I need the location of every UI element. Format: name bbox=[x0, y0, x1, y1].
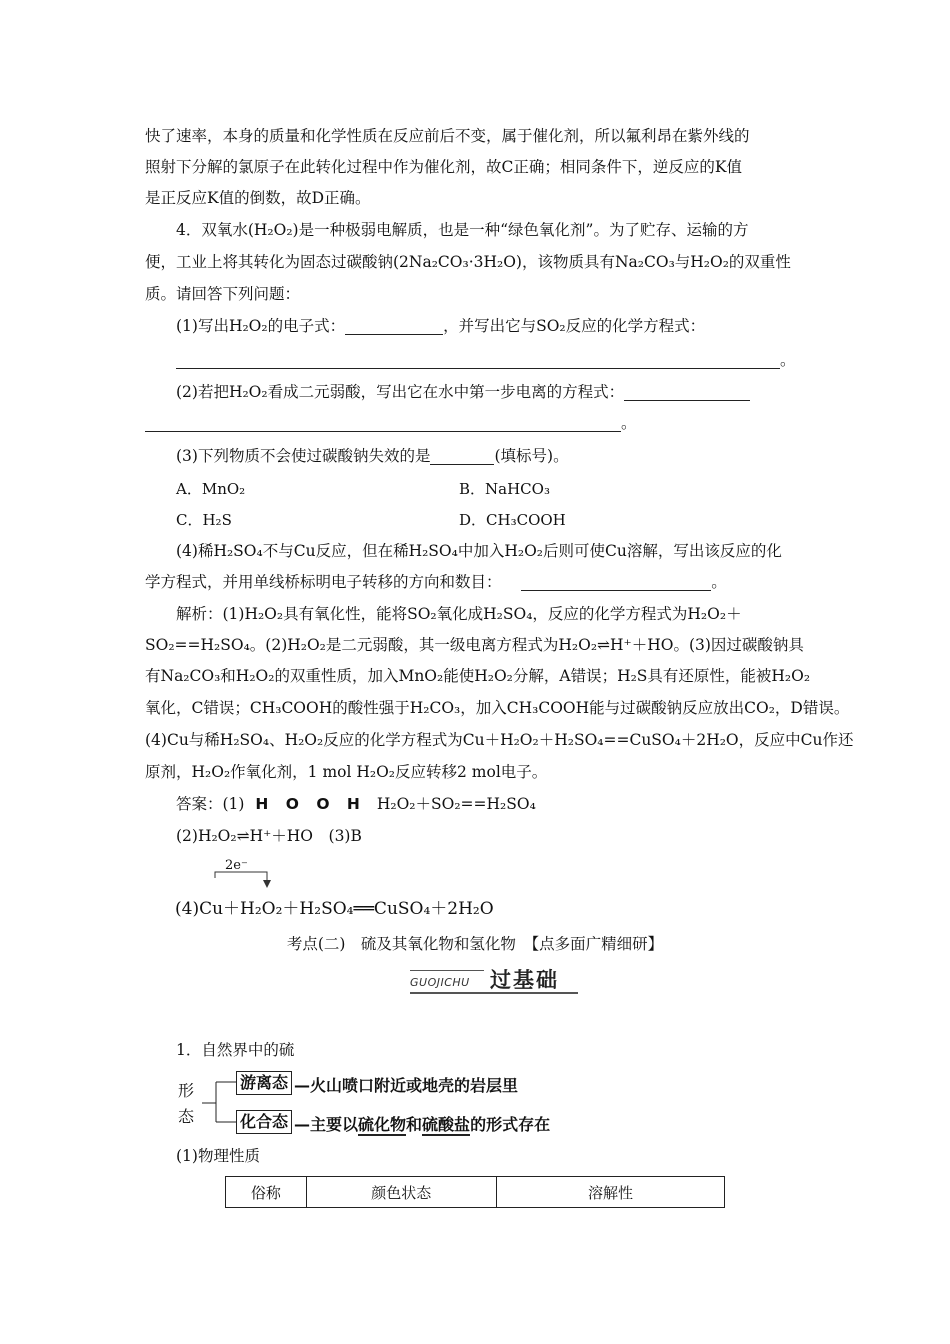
analysis-line: 有Na₂CO₃和H₂O₂的双重性质，加入MnO₂能使H₂O₂分解，A错误；H₂S具有还原性，能被H₂O₂ bbox=[145, 667, 811, 685]
combined-state-desc: —主要以硫化物和硫酸盐的形式存在 bbox=[294, 1115, 551, 1134]
banner-pinyin: GUOJICHU bbox=[410, 976, 470, 989]
section-heading: 考点(二) 硫及其氧化物和氢化物 【点多面广精细研】 bbox=[286, 935, 664, 953]
sulfur-forms-diagram bbox=[178, 1070, 628, 1136]
sub-question-3-text-b: (填标号)。 bbox=[494, 447, 569, 465]
answer-blank-line bbox=[145, 413, 637, 433]
equation-4: (4)Cu＋H₂O₂＋H₂SO₄══CuSO₄＋2H₂O bbox=[175, 899, 494, 919]
sub-question-2-text: (2)若把H₂O₂看成二元弱酸，写出它在水中第一步电离的方程式： bbox=[176, 383, 625, 401]
sub-question-4 bbox=[145, 572, 727, 592]
form-label: 形 bbox=[178, 1081, 195, 1100]
period: 。 bbox=[621, 414, 637, 432]
item-heading: 1．自然界中的硫 bbox=[176, 1041, 295, 1059]
answer-line: (2)H₂O₂⇌H⁺＋HO (3)B bbox=[176, 827, 362, 845]
analysis-line: 原剂，H₂O₂作氧化剂，1 mol H₂O₂反应转移2 mol电子。 bbox=[145, 763, 548, 781]
physical-properties-table bbox=[225, 1176, 725, 1208]
free-state-desc: —火山喷口附近或地壳的岩层里 bbox=[294, 1076, 519, 1095]
question-4-intro: 便，工业上将其转化为固态过碳酸钠(2Na₂CO₃·3H₂O)，该物质具有Na₂CO₃与H₂O₂的双重性 bbox=[145, 253, 791, 271]
sub-question-2 bbox=[176, 382, 750, 402]
option-c[interactable]: C．H₂S bbox=[176, 511, 232, 529]
paragraph-line: 照射下分解的氯原子在此转化过程中作为催化剂，故C正确；相同条件下，逆反应的K值 bbox=[145, 158, 742, 176]
electron-formula: H O O H bbox=[255, 795, 366, 813]
question-4-intro: 4．双氧水(H₂O₂)是一种极弱电解质，也是一种“绿色氧化剂”。为了贮存、运输的方 bbox=[176, 221, 749, 239]
answer-blank[interactable] bbox=[624, 386, 750, 401]
sub-question-1-text: (1)写出H₂O₂的电子式： bbox=[176, 317, 346, 335]
sub-question-4-text: 学方程式，并用单线桥标明电子转移的方向和数目： bbox=[145, 573, 502, 591]
electron-count: 2e⁻ bbox=[225, 858, 248, 873]
answer-blank[interactable] bbox=[145, 417, 621, 432]
answer-label: 答案：(1) bbox=[176, 795, 245, 813]
sub-question-3 bbox=[176, 446, 569, 466]
sub-question-1-text-b: ，并写出它与SO₂反应的化学方程式： bbox=[443, 317, 706, 335]
period: 。 bbox=[780, 351, 796, 369]
option-a[interactable]: A．MnO₂ bbox=[176, 480, 246, 498]
answer-line bbox=[176, 794, 536, 814]
answer-blank[interactable] bbox=[345, 320, 443, 335]
physical-properties-heading: (1)物理性质 bbox=[176, 1147, 260, 1165]
sulfate-underlined: 硫酸盐 bbox=[422, 1115, 471, 1134]
analysis-line: 氧化，C错误；CH₃COOH的酸性强于H₂CO₃，加入CH₃COOH能与过碳酸钠反应放出CO₂，D错误。 bbox=[145, 699, 850, 717]
table-header: 溶解性 bbox=[496, 1177, 724, 1208]
answer-equation: H₂O₂＋SO₂==H₂SO₄ bbox=[376, 795, 536, 813]
option-d[interactable]: D．CH₃COOH bbox=[459, 511, 566, 529]
answer-blank-line bbox=[176, 350, 796, 370]
analysis-line: SO₂==H₂SO₄。(2)H₂O₂是二元弱酸，其一级电离方程式为H₂O₂⇌H⁺＋HO。(3)因过碳酸钠具 bbox=[145, 636, 804, 654]
analysis-line: 解析：(1)H₂O₂具有氧化性，能将SO₂氧化成H₂SO₄，反应的化学方程式为H₂O₂＋ bbox=[176, 605, 742, 623]
paragraph-line: 是正反应K值的倒数，故D正确。 bbox=[145, 189, 371, 207]
answer-blank[interactable] bbox=[430, 450, 494, 465]
paragraph-line: 快了速率，本身的质量和化学性质在反应前后不变，属于催化剂，所以氟利昂在紫外线的 bbox=[145, 127, 750, 145]
sub-question-3-text: (3)下列物质不会使过碳酸钠失效的是 bbox=[176, 447, 431, 465]
sub-question-1 bbox=[176, 316, 705, 336]
single-bridge-equation bbox=[175, 858, 505, 918]
free-state-box: 游离态 bbox=[236, 1071, 292, 1095]
table-header: 颜色状态 bbox=[306, 1177, 496, 1208]
option-b[interactable]: B．NaHCO₃ bbox=[459, 480, 550, 498]
question-4-intro: 质。请回答下列问题： bbox=[145, 285, 301, 303]
answer-blank[interactable] bbox=[176, 354, 780, 369]
sulfide-underlined: 硫化物 bbox=[358, 1115, 407, 1134]
answer-blank[interactable] bbox=[521, 576, 711, 591]
section-banner bbox=[410, 964, 580, 998]
form-label: 态 bbox=[178, 1107, 195, 1126]
analysis-line: (4)Cu与稀H₂SO₄、H₂O₂反应的化学方程式为Cu＋H₂O₂＋H₂SO₄==CuSO₄＋2H₂O，反应中Cu作还 bbox=[145, 731, 854, 749]
period: 。 bbox=[711, 573, 727, 591]
sub-question-4: (4)稀H₂SO₄不与Cu反应，但在稀H₂SO₄中加入H₂O₂后则可使Cu溶解，写出该反应的化 bbox=[176, 542, 782, 560]
combined-state-box: 化合态 bbox=[236, 1110, 292, 1134]
banner-title: 过基础 bbox=[490, 968, 559, 992]
table-header: 俗称 bbox=[226, 1177, 307, 1208]
